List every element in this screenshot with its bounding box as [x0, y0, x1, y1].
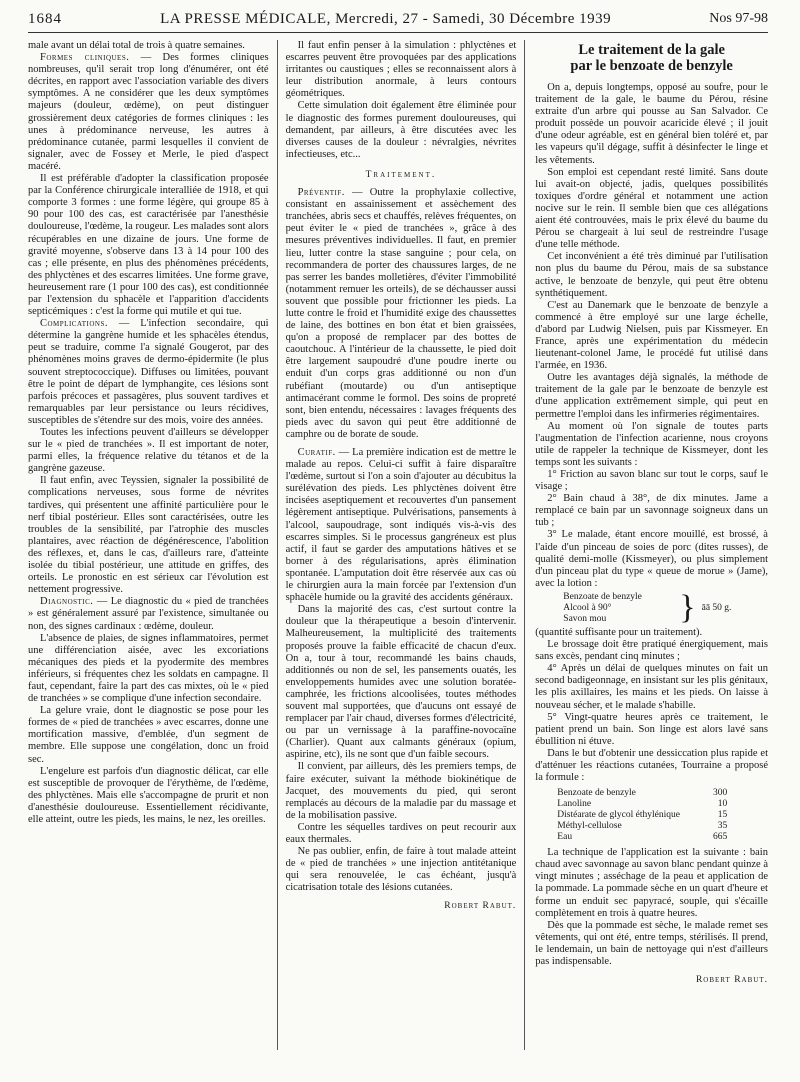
column-3	[524, 40, 768, 1050]
section-label: Complications.	[40, 318, 108, 330]
step-3: 3° Le malade, étant encore mouillé, est brossé, à l'aide d'un pinceau de soies de porc (dites russes), de qualité demi-molle (Kissmeyer), ou plus simplement d'un pinceau plat du type « queue de morue » (Jame), avec la lotion :	[535, 529, 768, 589]
paragraph-diagnostic: Diagnostic. — Le diagnostic du « pied de tranchées » est généralement assuré par l'existence, simultanée ou non, des signes cardinaux : œdème, douleur.	[28, 596, 269, 632]
paragraph: Ne pas oublier, enfin, de faire à tout malade atteint de « pied de tranchées » une injection antitétanique qui sera renouvelée, le cas échéant, jusqu'à cicatrisation totale des lésions cutanées.	[285, 846, 517, 894]
paragraph-formes: Formes cliniques. — Des formes cliniques nombreuses, qu'il serait trop long d'énumérer, ont été décrites, en rapport avec l'association variable des divers symptômes. A ne considérer que les deux symptômes majeurs (douleur, œdème), on peut distinguer grossièrement deux catégories de formes cliniques : les unes à prédominance nerveuse, les autres à prédominance cutanée, parmi lesquelles il convient de signaler, avec de Fossey et Merle, le pied d'aspect macéré.	[28, 52, 269, 172]
paragraph: Il est préférable d'adopter la classification proposée par la Conférence chirurgicale interalliée de 1918, et qui comporte 3 formes : une forme légère, qui groupe 85 à 90 pour 100 des cas, est caractérisée par l'anesthésie douloureuse, l'œdème, la rougeur. Les malades sont alors récupérables en une dizaine de jours. Une forme de gravité moyenne, s'observe dans 13 à 14 pour 100 des cas ; elle présente, en plus des phénomènes précédents, des phlyctènes et des escarres limitées. Une forme grave, heureusement rare (1 pour 100 des cas), est conditionnée par l'extension du sphacèle et l'apparition d'accidents septicémiques : c'est la forme qui mutile et qui tue.	[28, 173, 269, 318]
lotion-quantity: āā 50 g.	[701, 602, 732, 613]
paragraph: Cette simulation doit également être éliminée pour le diagnostic des formes purement douloureuses, qui demandent, par ailleurs, à être discutées avec les diverses causes de la douleur : névralgies, névrites infectieuses, etc...	[285, 100, 517, 160]
paragraph: Son emploi est cependant resté limité. Sans doute lui avait-on objecté, jadis, quelques possibilités toxiques d'ordre général et notamment une action nocive sur le rein. Il semble bien que ces allégations aient été controuvées, mais le prix élevé du baume du Pérou se chargeait à lui seul de restreindre l'usage d'une telle méthode.	[535, 166, 768, 251]
paragraph: Il convient, par ailleurs, dès les premiers temps, de faire exécuter, suivant la méthode biokinétique de Jacquet, des mouvements du pied, qui seront remplacés au décours de la maladie par du massage et de la mobilisation passive.	[285, 761, 517, 821]
formula-row: Lanoline 10	[557, 799, 728, 810]
paragraph-preventif: Préventif. — Outre la prophylaxie collective, consistant en assainissement et assèchement des tranchées, abris secs et chauffés, relèves fréquentes, on peut éviter le « pied de tranchées », grâce à des mesures préventives individuelles. Il faut, en premier lieu, lutter contre la stase sanguine ; pour cela, on recommandera de porter des chaussures larges, de ne pas serrer les bandes molletières, d'éviter l'immobilité (notamment remuer les orteils), de se déchausser aussi souvent que possible pour frictionner les pieds. La lutte contre le froid et l'humidité exige des chaussettes de laine, des bottines en bon état et bien graissées, qu'on a proposé de remplacer par des bottes de caoutchouc. A l'intérieur de la chaussette, le pied doit être largement saupoudré d'une poudre inerte ou enduit d'un corps gras additionné ou non d'un rubéfiant (moutarde) ou d'un antiseptique antimacérant comme le formol. Des soins de propreté sont, bien entendu, nécessaires : lavages fréquents des pieds avec du savon qui peut être additionné de camphre ou de borate de soude.	[285, 187, 517, 440]
paragraph: Au moment où l'on signale de toutes parts l'augmentation de l'infection acarienne, nous croyons utile de rappeler la technique de Kissmeyer, dont les temps sont les suivants :	[535, 420, 768, 468]
paragraph: Contre les séquelles tardives on peut recourir aux eaux thermales.	[285, 821, 517, 845]
step-4: 4° Après un délai de quelques minutes on fait un second badigeonnage, en insistant sur les plis génitaux, les plis axillaires, les mains et les pieds. On laisse à nouveau sécher, et le malade s'habille.	[535, 663, 768, 711]
article-columns	[28, 40, 768, 1050]
column-2	[277, 40, 525, 1050]
issue-date: Mercredi, 27 - Samedi, 30 Décembre 1939	[335, 10, 612, 27]
paragraph: L'absence de plaies, de signes inflammatoires, permet une différenciation aisée, avec les excoriations mécaniques des pieds et la pyodermite des membres inférieurs, si fréquentes chez les soldats en campagne. Il faut, cependant, faire la part des cas mixtes, où le « pied de tranchées » se complique d'une infection secondaire.	[28, 632, 269, 705]
formula-row: Eau 665	[557, 832, 728, 843]
paragraph: Il faut enfin, avec Teyssien, signaler la possibilité de complications nerveuses, sous forme de névrites tardives, qui présentent une affinité particulière pour le nerf tibial postérieur. Elles sont caractérisées, outre les troubles de la sensibilité, par l'atrophie des muscles plantaires, avec réaction de dégénérescence, l'abolition des réflexes, et, dans le cas, d'ailleurs rare, d'atteinte isolée du tibial postérieur, une attitude en griffes, des orteils. Le pronostic en est sérieux car l'évolution est nettement progressive.	[28, 475, 269, 596]
step-5: 5° Vingt-quatre heures après ce traitement, le patient prend un bain. Son linge est alors lavé sans ébullition ni étuve.	[535, 711, 768, 747]
formula-row: Distéarate de glycol éthylénique 15	[557, 810, 728, 821]
section-label: Préventif.	[297, 187, 345, 199]
author-signature: Robert Rabut.	[695, 975, 768, 986]
paragraph: Outre les avantages déjà signalés, la méthode de traitement de la gale par le benzoate de benzyle est d'une application extrêmement simple, qui peut en permettre l'emploi dans les infirmeries régimentaires.	[535, 372, 768, 420]
formula-row: Benzoate de benzyle 300	[557, 788, 728, 799]
issue-number: Nos 97-98	[709, 11, 768, 26]
lotion-item: Benzoate de benzyle	[563, 591, 642, 602]
paragraph: On a, depuis longtemps, opposé au soufre, pour le traitement de la gale, le baume du Pérou, résine extraite d'un arbre qui pousse au San Salvador. Ce produit possède un pouvoir acaricide élevé ; il jouit d'une odeur agréable, est en général bien toléré et, par les vapeurs qu'il dégage, suffit à désinfecter le linge et les vêtements.	[535, 82, 768, 166]
brace-glyph: }	[679, 589, 696, 627]
section-heading: Traitement.	[365, 169, 437, 180]
paragraph: Dans le but d'obtenir une dessiccation plus rapide et d'atténuer les réactions cutanées, Tourraine a proposé la formule :	[535, 747, 768, 784]
section-label: Curatif.	[297, 447, 336, 458]
paragraph: L'engelure est parfois d'un diagnostic délicat, car elle est susceptible de provoquer de l'érythème, de l'œdème, des phlyctènes. Mais elle s'accompagne de prurit et non d'anesthésie douloureuse. Essentiellement récidivante, elle atteint, outre les pieds, les mains, le nez, les oreilles.	[28, 765, 269, 825]
paragraph: Il faut enfin penser à la simulation : phlyctènes et escarres peuvent être provoquées par des applications irritantes ou caustiques ; elles se reconnaissent alors à leur distribution anormale, à leurs contours géométriques.	[285, 40, 517, 100]
section-label: Formes cliniques.	[40, 52, 130, 64]
paragraph: Dès que la pommade est sèche, le malade remet ses vêtements, qui ont été, entre temps, stérilisés. Il prend, le lendemain, un bain de nettoyage qui n'est d'ailleurs pas indispensable.	[535, 919, 768, 967]
paragraph: Toutes les infections peuvent d'ailleurs se développer sur le « pied de tranchées ». Il est important de noter, parmi elles, la fréquence relative du tétanos et de la gangrène gazeuse.	[28, 427, 269, 475]
paragraph: (quantité suffisante pour un traitement).	[535, 626, 703, 638]
page-number: 1684	[28, 10, 62, 27]
paragraph: La gelure vraie, dont le diagnostic se pose pour les formes de « pied de tranchées » avec escarres, donne une mortification massive, d'emblée, d'un segment de membre. Elle suppose une congélation, donc un froid sec.	[28, 705, 269, 765]
paragraph-curatif: Curatif. — La première indication est de mettre le malade au repos. Celui-ci suffit à faire disparaître l'œdème, surtout si l'on a soin d'ajouter au décubitus la surélévation des pieds. Les phlyctènes doivent être incisées aseptiquement et recouvertes d'un pansement légèrement antiseptique. Pulvérisations, pansements à l'alcool, saupoudrage, sont indiqués vis-à-vis des escarres simples. Si le processus gangréneux est plus actif, il faut se garder des amputations hâtives et se borner à des régularisations, après élimination spontanée. L'amputation doit être réservée aux cas où le chirurgien aura la main forcée par l'extension d'un sphacèle humide ou la gravité des accidents généraux.	[285, 447, 517, 604]
step-2: 2° Bain chaud à 38°, de dix minutes. Jame a remplacé ce bain par un savonnage soigneux dans un tub ;	[535, 493, 768, 529]
paragraph: Cet inconvénient a été très diminué par l'utilisation non plus du baume du Pérou, mais de sa substance active, le benzoate de benzyle, qui peut être obtenu synthétiquement.	[535, 251, 768, 299]
paragraph: male avant un délai total de trois à quatre semaines.	[28, 40, 245, 51]
lotion-item: Alcool à 90°	[563, 602, 612, 613]
journal-title: LA PRESSE MÉDICALE, Mercredi, 27 - Samedi, 30 Décembre 1939	[160, 10, 612, 27]
paragraph: Le brossage doit être pratiqué énergiquement, mais sans excès, pendant cinq minutes ;	[535, 639, 768, 663]
column-1	[28, 40, 277, 1050]
lotion-recipe	[563, 589, 768, 627]
page-header	[28, 6, 768, 33]
paragraph: Dans la majorité des cas, c'est surtout contre la douleur que la thérapeutique a besoin d'intervenir. Malheureusement, la multiplicité des traitements proposés prouve la faible efficacité de chacun d'eux. On a, tour à tour, recommandé les bains chauds, additionnés ou non de sel, les pansements ouatés, les enveloppements humides avec une solution boratée-camphrée, les frictions alcoolisées, toutes méthodes souvent mal supportées, que d'aucuns ont essayé de remplacer par l'air chaud, diverses formes d'électricité, ou par un vernissage à la paraffine-novocaïne (Charlier). Quant aux calmants généraux (opium, aspirine, etc), ils ne sont que d'un faible secours.	[285, 604, 517, 761]
formula-table	[557, 788, 727, 843]
paragraph-complications: Complications. — L'infection secondaire, qui détermine la gangrène humide et les sphacèles étendus, peut se traduire, comme l'a signalé Gougerot, par des phénomènes moins graves de dermo-épidermite (le plus souvent streptococcique). Diffuses ou limitées, pouvant être le point de départ de lymphangite, ces lésions sont parfois précoces et passagères, plus souvent tardives et remarquables par leur persistance ou leurs récidives, susceptibles de s'étendre sur des mois, voire des années.	[28, 318, 269, 426]
lotion-item: Savon mou	[563, 613, 607, 624]
paragraph: La technique de l'application est la suivante : bain chaud avec savonnage au savon blanc pendant quinze à vingt minutes ; asséchage de la peau et application de la pommade. La pommade sèche en un quart d'heure et forme un enduit sec papyracé, souple, qui s'écaille complètement en trois à quatre heures.	[535, 847, 768, 919]
section-label: Diagnostic.	[40, 596, 94, 608]
step-1: 1° Friction au savon blanc sur tout le corps, sauf le visage ;	[535, 469, 768, 493]
author-signature: Robert Rabut.	[444, 901, 517, 912]
paragraph: C'est au Danemark que le benzoate de benzyle a commencé à être employé sur une large échelle, d'abord par Ludwig Nielsen, puis par Kissmeyer. En France, après une expérimentation du médecin lieutenant-colonel Jame, le procédé fut utilisé dans l'armée, en 1936.	[535, 299, 768, 372]
formula-row: Méthyl-cellulose 35	[557, 821, 728, 832]
article-title: Le traitement de la gale par le benzoate de benzyle	[570, 42, 733, 74]
